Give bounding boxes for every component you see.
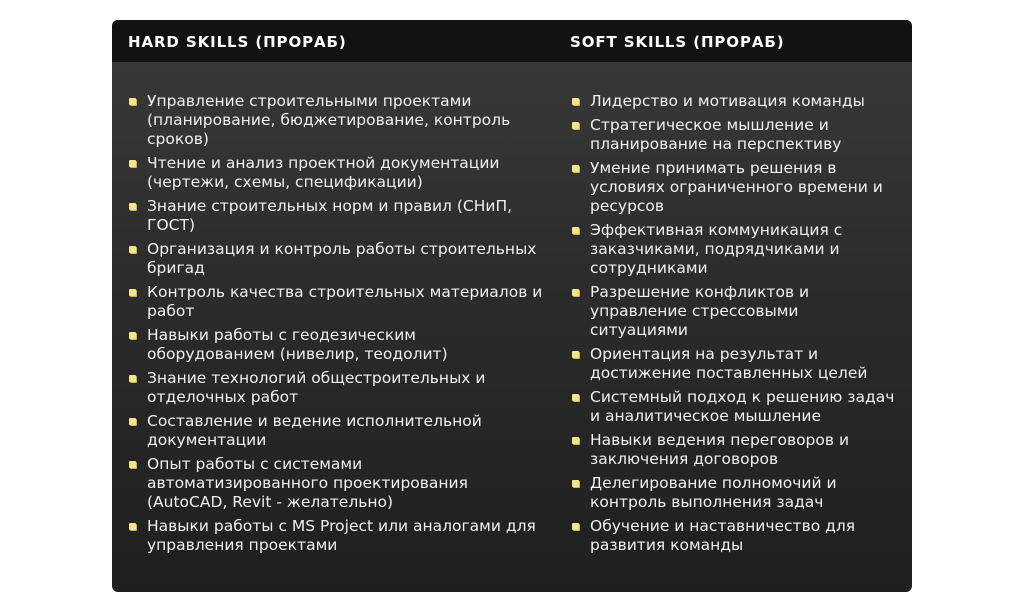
hard-skill-text: Знание строительных норм и правил (СНиП, ГОСТ) [147,197,513,234]
bullet-icon [129,461,136,468]
soft-skills-heading: SOFT SKILLS (ПРОРАБ) [570,33,785,51]
bullet-icon [572,227,579,234]
hard-skill-text: Знание технологий общестроительных и отделочных работ [147,369,486,406]
soft-skill-text: Обучение и наставничество для развития команды [590,517,856,554]
list-item [571,345,901,383]
bullet-icon [572,122,579,129]
hard-skill-text: Управление строительными проектами (планирование, бюджетирование, контроль сроков) [147,92,511,148]
hard-skill-text: Контроль качества строительных материалов и работ [147,283,543,320]
hard-skill-text: Навыки работы с MS Project или аналогами для управления проектами [147,517,536,554]
list-item [571,159,901,216]
list-item [128,455,548,512]
table-header [112,20,912,62]
hard-skill-text: Навыки работы с геодезическим оборудованием (нивелир, теодолит) [147,326,448,363]
list-item [571,116,901,154]
list-item [571,388,901,426]
bullet-icon [572,394,579,401]
bullet-icon [129,289,136,296]
soft-skill-text: Делегирование полномочий и контроль выполнения задач [590,474,837,511]
bullet-icon [572,480,579,487]
soft-skill-text: Стратегическое мышление и планирование на перспективу [590,116,842,153]
bullet-icon [129,98,136,105]
bullet-icon [129,418,136,425]
bullet-icon [129,375,136,382]
hard-skill-text: Чтение и анализ проектной документации (чертежи, схемы, спецификации) [147,154,500,191]
soft-skill-text: Эффективная коммуникация с заказчиками, подрядчиками и сотрудниками [590,221,843,277]
soft-skills-list [571,92,901,560]
hard-skill-text: Составление и ведение исполнительной документации [147,412,482,449]
soft-skill-text: Навыки ведения переговоров и заключения договоров [590,431,850,468]
list-item [128,412,548,450]
soft-skill-text: Разрешение конфликтов и управление стрессовыми ситуациями [590,283,810,339]
list-item [128,283,548,321]
hard-skills-heading: HARD SKILLS (ПРОРАБ) [128,33,347,51]
list-item [128,369,548,407]
list-item [571,283,901,340]
list-item [571,92,901,111]
list-item [128,240,548,278]
bullet-icon [572,523,579,530]
list-item [128,154,548,192]
hard-skill-text: Организация и контроль работы строительных бригад [147,240,537,277]
soft-skill-text: Системный подход к решению задач и аналитическое мышление [590,388,895,425]
list-item [128,517,548,555]
hard-skills-list [128,92,548,560]
bullet-icon [129,203,136,210]
list-item [571,221,901,278]
bullet-icon [129,246,136,253]
list-item [571,474,901,512]
list-item [128,326,548,364]
soft-skill-text: Лидерство и мотивация команды [590,92,865,110]
list-item [571,431,901,469]
list-item [128,92,548,149]
skills-card [112,20,912,592]
bullet-icon [572,98,579,105]
bullet-icon [572,351,579,358]
bullet-icon [572,289,579,296]
bullet-icon [129,332,136,339]
bullet-icon [129,160,136,167]
soft-skill-text: Ориентация на результат и достижение поставленных целей [590,345,868,382]
bullet-icon [572,165,579,172]
bullet-icon [129,523,136,530]
bullet-icon [572,437,579,444]
list-item [571,517,901,555]
list-item [128,197,548,235]
soft-skill-text: Умение принимать решения в условиях ограниченного времени и ресурсов [590,159,883,215]
hard-skill-text: Опыт работы с системами автоматизированного проектирования (AutoCAD, Revit - желательно) [147,455,468,511]
